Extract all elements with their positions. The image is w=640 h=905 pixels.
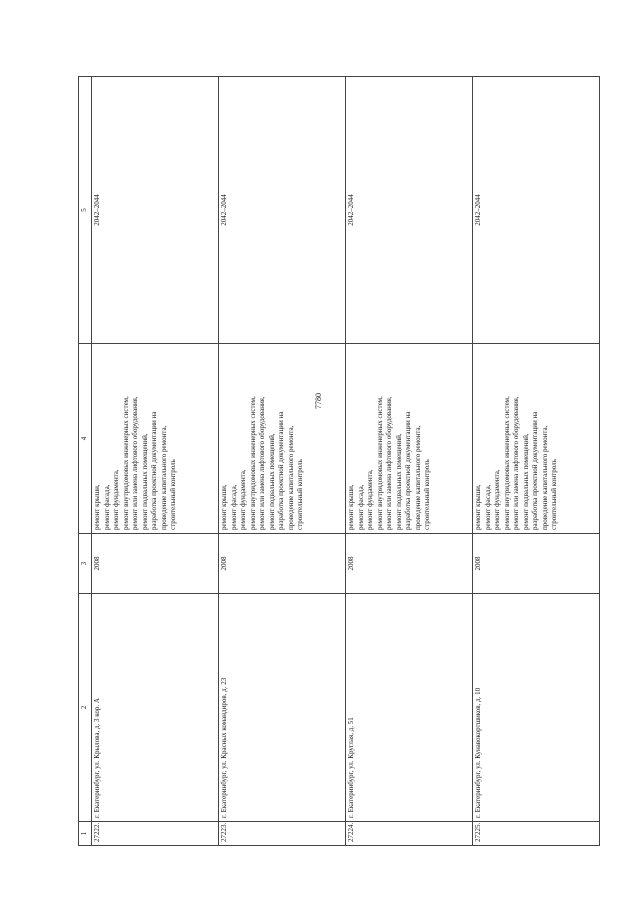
address-cell: г. Екатеринбург, ул. Крылова, д. 3 кор. А: [92, 594, 219, 822]
work-item: ремонт крыши,: [93, 484, 101, 530]
header-col-5: 5: [79, 77, 92, 344]
work-item: ремонт внутридомовых инженерных систем,: [375, 396, 384, 530]
work-item: строительный контроль: [550, 459, 558, 530]
work-item: ремонт или замена лифтового оборудования,: [131, 396, 139, 530]
work-item: ремонт или замена лифтового оборудования,: [258, 396, 266, 530]
works-cell: [219, 344, 346, 534]
header-col-1: 1: [79, 822, 92, 846]
work-item: ремонт или замена лифтового оборудования,: [385, 396, 393, 530]
work-item: проведение капитального ремонта,: [540, 425, 549, 530]
address-cell: г. Екатеринбург, ул. Круглая, д. 51: [346, 594, 473, 822]
work-item: ремонт фундамента,: [366, 469, 374, 530]
work-item: разработка проектной документации на: [150, 411, 158, 530]
work-item: ремонт крыши,: [220, 484, 228, 530]
work-item: разработка проектной документации на: [531, 411, 539, 530]
period-cell: 2042–2044: [92, 77, 219, 344]
table-row: [219, 77, 346, 846]
work-item: ремонт внутридомовых инженерных систем,: [121, 396, 130, 530]
header-col-2: 2: [79, 594, 92, 822]
work-item: ремонт фасада,: [229, 484, 238, 530]
period-cell: 2042–2044: [346, 77, 473, 344]
work-item: строительный контроль: [169, 459, 177, 530]
works-cell: [92, 344, 219, 534]
row-number: 27225.: [473, 822, 600, 846]
table-row: [346, 77, 473, 846]
work-item: проведение капитального ремонта,: [286, 425, 295, 530]
table-row: [473, 77, 600, 846]
table-row: [92, 77, 219, 846]
work-item: ремонт внутридомовых инженерных систем,: [248, 396, 257, 530]
work-item: ремонт крыши,: [474, 484, 482, 530]
address-cell: г. Екатеринбург, ул. Красных командиров, д. 23: [219, 594, 346, 822]
work-item: ремонт подвальных помещений,: [140, 433, 149, 530]
work-item: ремонт или замена лифтового оборудования,: [512, 396, 520, 530]
row-number: 27223.: [219, 822, 346, 846]
year-cell: 2008: [219, 534, 346, 594]
year-cell: 2008: [92, 534, 219, 594]
header-col-3: 3: [79, 534, 92, 594]
row-number: 27222.: [92, 822, 219, 846]
year-cell: 2008: [346, 534, 473, 594]
work-item: ремонт фундамента,: [239, 469, 247, 530]
period-cell: 2042–2044: [473, 77, 600, 344]
year-cell: 2008: [473, 534, 600, 594]
work-item: ремонт фасада,: [483, 484, 492, 530]
period-cell: 2042–2044: [219, 77, 346, 344]
work-item: ремонт подвальных помещений,: [521, 433, 530, 530]
works-cell: [346, 344, 473, 534]
table-header-row: [79, 77, 92, 846]
page-number: 7780: [314, 393, 323, 409]
work-item: ремонт фундамента,: [112, 469, 120, 530]
work-item: проведение капитального ремонта,: [413, 425, 422, 530]
work-item: ремонт подвальных помещений,: [267, 433, 276, 530]
work-item: ремонт фасада,: [356, 484, 365, 530]
work-item: строительный контроль: [296, 459, 304, 530]
works-cell: [473, 344, 600, 534]
work-item: ремонт внутридомовых инженерных систем,: [502, 396, 511, 530]
work-item: ремонт фасада,: [102, 484, 111, 530]
work-item: разработка проектной документации на: [277, 411, 285, 530]
address-cell: г. Екатеринбург, ул. Кунавокортшиков, д. 10: [473, 594, 600, 822]
row-number: 27224.: [346, 822, 473, 846]
work-item: ремонт подвальных помещений,: [394, 433, 403, 530]
work-item: ремонт фундамента,: [493, 469, 501, 530]
work-item: строительный контроль: [423, 459, 431, 530]
repair-schedule-table: [78, 77, 600, 846]
work-item: проведение капитального ремонта,: [159, 425, 168, 530]
header-col-4: 4: [79, 344, 92, 534]
work-item: разработка проектной документации на: [404, 411, 412, 530]
work-item: ремонт крыши,: [347, 484, 355, 530]
